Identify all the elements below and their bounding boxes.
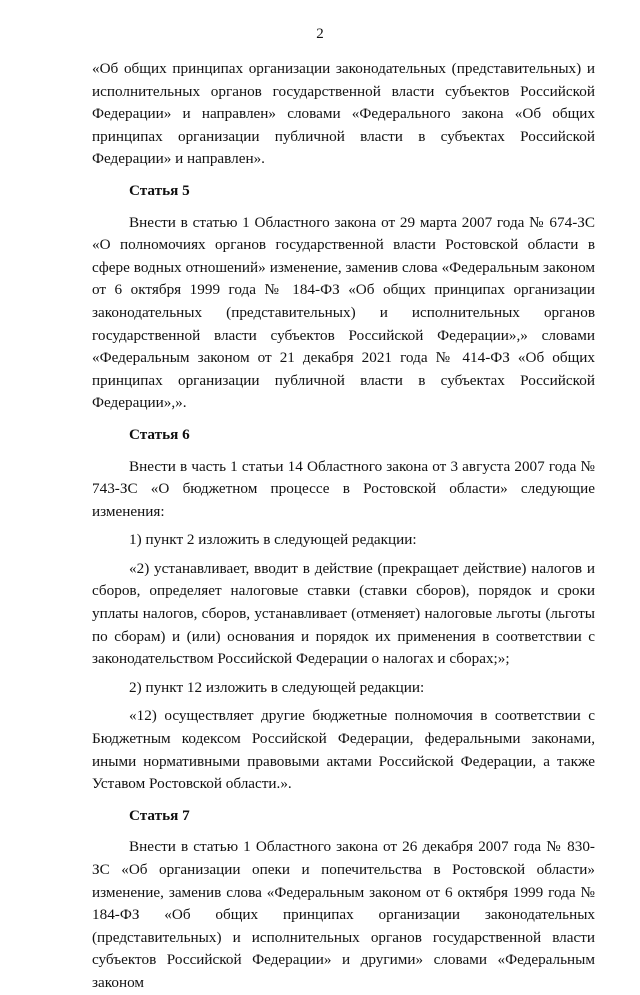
page-number: 2	[316, 26, 324, 42]
article-7-text: Внести в статью 1 Областного закона от 26 декабря 2007 года № 830-ЗС «Об организации опеки и попечительства в Ростовской области» изменение, заменив слова «Федеральным законом от 6 октября 1999 года № 184-ФЗ «Об общих принципах организации законодательных (представительных) и исполнительных органов государственной власти субъектов Российской Федерации» и другими» словами «Федеральным законом	[92, 838, 595, 991]
document-body	[92, 58, 595, 995]
article-6-intro: Внести в часть 1 статьи 14 Областного закона от 3 августа 2007 года № 743-ЗС «О бюджетном процессе в Ростовской области» следующие изменения:	[92, 457, 595, 520]
article-5-heading: Статья 5	[129, 181, 190, 199]
article-6-heading: Статья 6	[129, 425, 190, 443]
article-7-heading: Статья 7	[129, 806, 190, 824]
article-6-item-2: 2) пункт 12 изложить в следующей редакции:	[129, 678, 425, 696]
paragraph-continuation: «Об общих принципах организации законодательных (представительных) и исполнительных органов государственной власти субъектов Российской Федерации» и направлен» словами «Федерального закона «Об общих принципах организации публичной власти в субъектах Российской Федерации» и направлен».	[92, 60, 595, 168]
article-6-item-1: 1) пункт 2 изложить в следующей редакции:	[129, 531, 417, 549]
article-6-item-2-text: «12) осуществляет другие бюджетные полномочия в соответствии с Бюджетным кодексом Российской Федерации, федеральными законами, иными нормативными правовыми актами Российской Федерации, а также Уставом Ростовской области.».	[92, 707, 595, 793]
article-6-item-1-text: «2) устанавливает, вводит в действие (прекращает действие) налогов и сборов, определяет налоговые ставки (ставки сборов), порядок и сроки уплаты налогов, сборов, устанавливает (отменяет) налоговые льготы (льготы по сборам) и (или) основания и порядок их применения в соответствии с законодательством Российской Федерации о налогах и сборах;»;	[92, 559, 595, 668]
article-5-text: Внести в статью 1 Областного закона от 29 марта 2007 года № 674-ЗС «О полномочиях органов государственной власти Ростовской области в сфере водных отношений» изменение, заменив слова «Федеральным законом от 6 октября 1999 года № 184-ФЗ «Об общих принципах организации законодательных (представительных) и исполнительных органов государственной власти субъектов Российской Федерации»,» словами «Федеральным законом от 21 декабря 2021 года № 414-ФЗ «Об общих принципах организации публичной власти в субъектах Российской Федерации»,».	[92, 213, 595, 412]
